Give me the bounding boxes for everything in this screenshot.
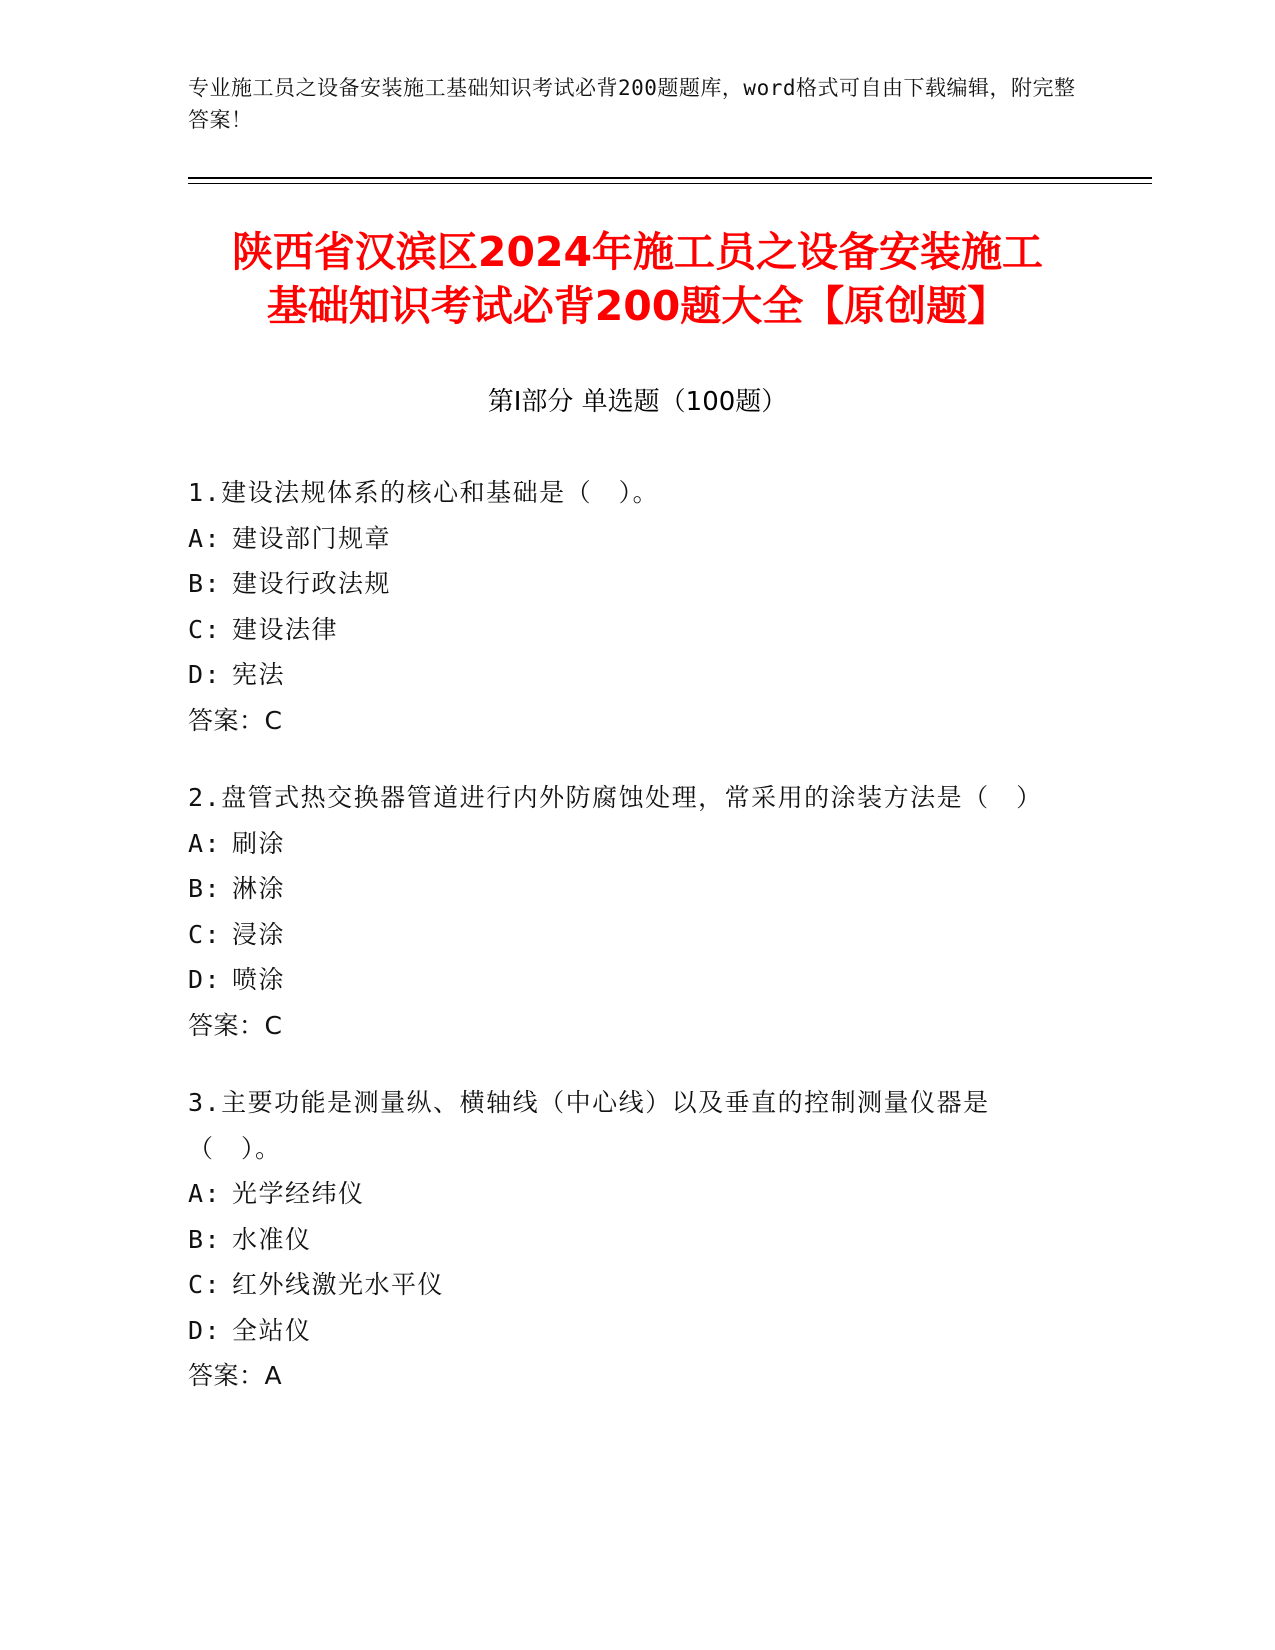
- option-c: [188, 607, 1068, 653]
- option-label: A:: [188, 828, 222, 858]
- question-stem: 2.盘管式热交换器管道进行内外防腐蚀处理，常采用的涂装方法是（ ）: [188, 783, 1043, 812]
- section-heading: 第Ⅰ部分 单选题（100题）: [487, 387, 788, 417]
- option-text: 淋涂: [232, 874, 286, 903]
- document-title: [130, 225, 1145, 333]
- option-text: 宪法: [232, 660, 286, 689]
- question-stem: 1.建设法规体系的核心和基础是（ ）。: [188, 478, 660, 507]
- question-1: [188, 470, 1068, 743]
- option-label: A:: [188, 1179, 222, 1208]
- option-text: 建设行政法规: [232, 569, 392, 598]
- option-a: [188, 821, 1068, 867]
- option-d: [188, 1308, 1068, 1354]
- question-list: [188, 470, 1068, 1431]
- option-b: [188, 866, 1068, 912]
- answer: 答案：C: [188, 1010, 283, 1040]
- option-a: [188, 1171, 1068, 1217]
- option-label: D:: [188, 1315, 222, 1345]
- option-text: 建设部门规章: [232, 523, 392, 553]
- option-c: [188, 912, 1068, 958]
- answer: 答案：A: [188, 1361, 283, 1390]
- option-label: D:: [188, 660, 222, 689]
- option-d: [188, 957, 1068, 1003]
- header-divider-thick: [188, 177, 1152, 179]
- option-a: [188, 516, 1068, 562]
- option-text: 红外线激光水平仪: [232, 1270, 445, 1299]
- option-text: 刷涂: [232, 828, 286, 858]
- option-label: B:: [188, 569, 222, 598]
- option-text: 全站仪: [232, 1315, 312, 1345]
- option-label: D:: [188, 965, 222, 994]
- option-label: A:: [188, 523, 222, 553]
- header-divider-thin: [188, 183, 1152, 184]
- option-label: C:: [188, 919, 222, 949]
- title-line-1: 陕西省汉滨区2024年施工员之设备安装施工: [231, 228, 1044, 276]
- option-c: [188, 1262, 1068, 1308]
- option-text: 建设法律: [232, 614, 339, 644]
- option-label: B:: [188, 874, 222, 903]
- question-3: [188, 1080, 1068, 1399]
- question-2: [188, 775, 1068, 1048]
- option-b: [188, 1217, 1068, 1263]
- option-text: 浸涂: [232, 919, 286, 949]
- option-label: B:: [188, 1224, 222, 1254]
- option-label: C:: [188, 1270, 222, 1299]
- option-label: C:: [188, 614, 222, 644]
- option-text: 光学经纬仪: [232, 1179, 365, 1208]
- title-line-2: 基础知识考试必背200题大全【原创题】: [266, 282, 1009, 330]
- option-text: 喷涂: [232, 965, 286, 994]
- question-stem: 3.主要功能是测量纵、横轴线（中心线）以及垂直的控制测量仪器是（ ）。: [188, 1088, 990, 1163]
- option-b: [188, 561, 1068, 607]
- header-note: 专业施工员之设备安装施工基础知识考试必背200题题库，word格式可自由下载编辑，附完整答案！: [188, 76, 1076, 132]
- option-text: 水准仪: [232, 1224, 312, 1254]
- answer: 答案：C: [188, 705, 283, 735]
- option-d: [188, 652, 1068, 698]
